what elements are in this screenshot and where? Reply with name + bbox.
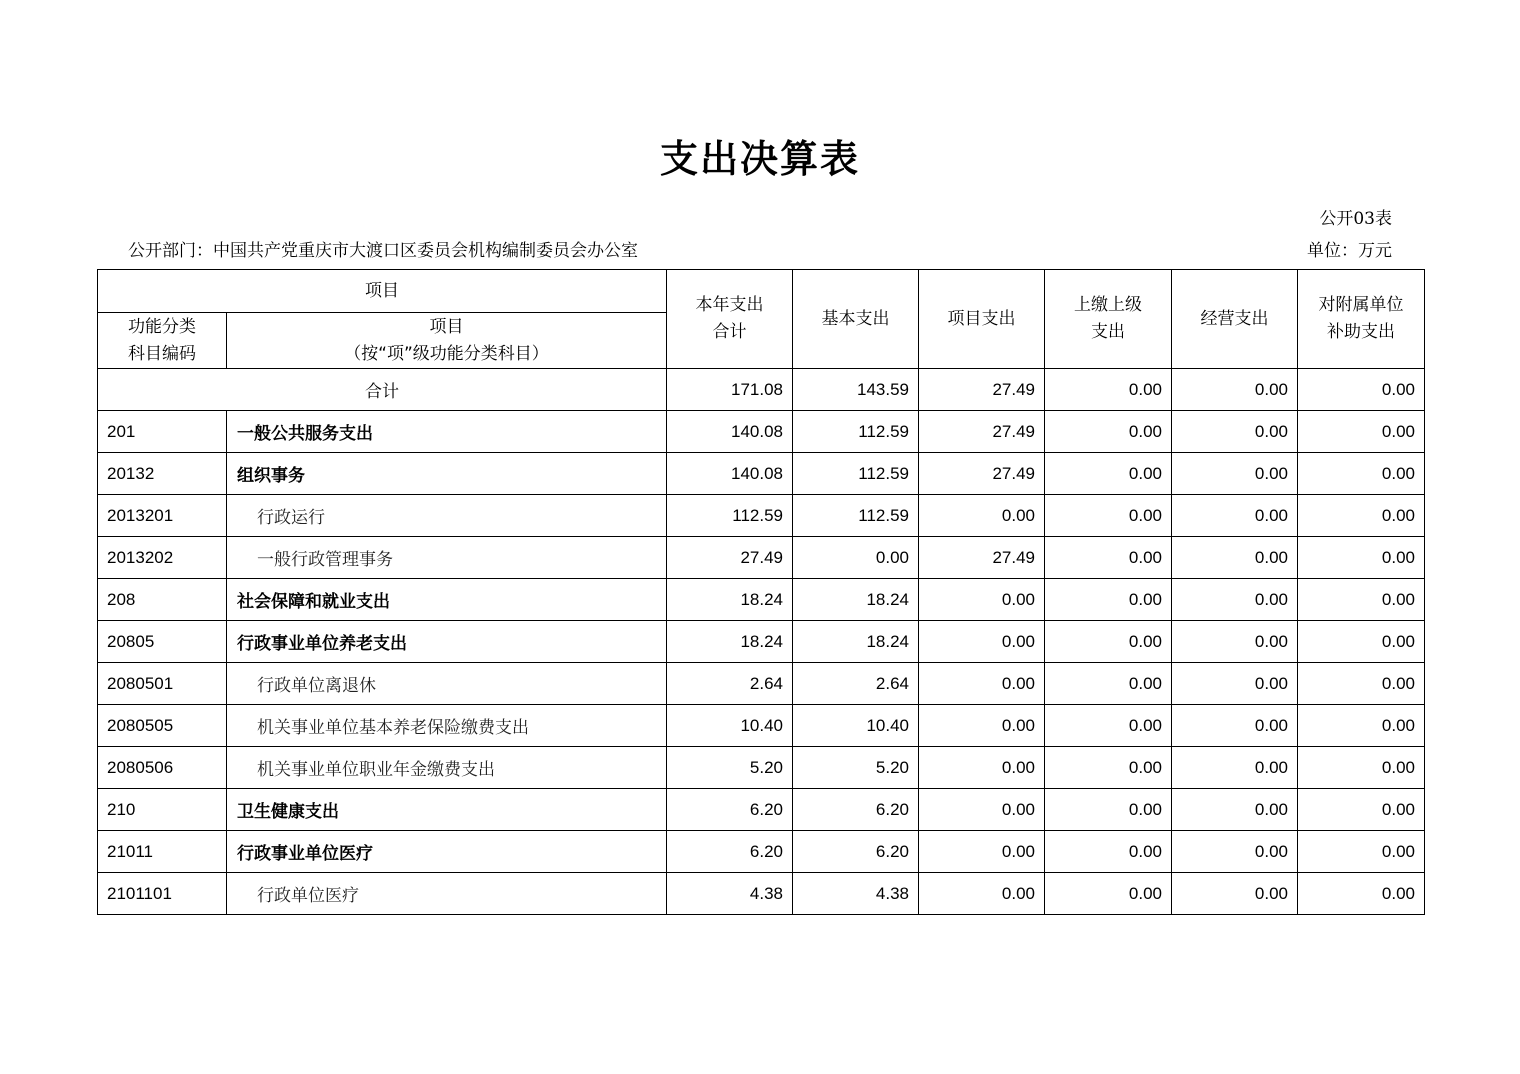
- amount-cell: 0.00: [919, 831, 1045, 873]
- amount-cell: 6.20: [667, 831, 793, 873]
- function-code-cell: 2080505: [98, 705, 227, 747]
- amount-cell: 0.00: [1172, 537, 1298, 579]
- amount-cell: 0.00: [1298, 453, 1425, 495]
- amount-cell: 0.00: [1172, 621, 1298, 663]
- page-title: 支出决算表: [659, 137, 860, 181]
- amount-cell: 0.00: [793, 537, 919, 579]
- function-code-cell: 2013201: [98, 495, 227, 537]
- amount-cell: 140.08: [667, 453, 793, 495]
- expenditure-table: [97, 269, 1425, 915]
- amount-cell: 112.59: [793, 411, 919, 453]
- item-name-header: 项目 （按“项”级功能分类科目）: [227, 313, 667, 369]
- table-row: [98, 873, 1425, 915]
- amount-cell: 0.00: [1172, 495, 1298, 537]
- amount-cell: 0.00: [919, 705, 1045, 747]
- amount-cell: 0.00: [1298, 537, 1425, 579]
- amount-cell: 0.00: [1045, 873, 1172, 915]
- amount-cell: 5.20: [667, 747, 793, 789]
- total-value: 0.00: [1172, 369, 1298, 411]
- function-code-cell: 208: [98, 579, 227, 621]
- amount-cell: 27.49: [919, 537, 1045, 579]
- item-name-cell: 卫生健康支出: [227, 789, 667, 831]
- amount-cell: 18.24: [793, 579, 919, 621]
- table-row: [98, 579, 1425, 621]
- table-row: [98, 495, 1425, 537]
- project-expense-header: 项目支出: [919, 270, 1045, 369]
- amount-cell: 0.00: [1298, 579, 1425, 621]
- amount-cell: 27.49: [919, 411, 1045, 453]
- amount-cell: 0.00: [919, 663, 1045, 705]
- amount-cell: 0.00: [1172, 705, 1298, 747]
- amount-cell: 0.00: [919, 873, 1045, 915]
- amount-cell: 6.20: [793, 789, 919, 831]
- function-code-cell: 20132: [98, 453, 227, 495]
- amount-cell: 0.00: [1298, 789, 1425, 831]
- amount-cell: 0.00: [1172, 663, 1298, 705]
- table-row: [98, 831, 1425, 873]
- subsidy-expense-header: 对附属单位 补助支出: [1298, 270, 1425, 369]
- amount-cell: 0.00: [1045, 663, 1172, 705]
- department-label: 公开部门：中国共产党重庆市大渡口区委员会机构编制委员会办公室: [128, 241, 638, 261]
- total-value: 0.00: [1298, 369, 1425, 411]
- amount-cell: 0.00: [1172, 579, 1298, 621]
- amount-cell: 2.64: [667, 663, 793, 705]
- total-value: 171.08: [667, 369, 793, 411]
- amount-cell: 0.00: [919, 747, 1045, 789]
- amount-cell: 6.20: [667, 789, 793, 831]
- table-row: [98, 453, 1425, 495]
- item-name-cell: 行政单位医疗: [227, 873, 667, 915]
- amount-cell: 27.49: [667, 537, 793, 579]
- form-number: 公开03表: [1319, 209, 1392, 229]
- amount-cell: 0.00: [1045, 705, 1172, 747]
- item-name-cell: 组织事务: [227, 453, 667, 495]
- amount-cell: 10.40: [793, 705, 919, 747]
- total-label: 合计: [98, 369, 667, 411]
- amount-cell: 112.59: [793, 495, 919, 537]
- amount-cell: 4.38: [793, 873, 919, 915]
- amount-cell: 0.00: [1045, 537, 1172, 579]
- total-value: 0.00: [1045, 369, 1172, 411]
- amount-cell: 0.00: [1172, 453, 1298, 495]
- amount-cell: 6.20: [793, 831, 919, 873]
- amount-cell: 0.00: [1172, 789, 1298, 831]
- function-code-cell: 2013202: [98, 537, 227, 579]
- amount-cell: 0.00: [1298, 495, 1425, 537]
- item-name-cell: 行政事业单位养老支出: [227, 621, 667, 663]
- table-row: [98, 411, 1425, 453]
- amount-cell: 0.00: [919, 621, 1045, 663]
- amount-cell: 0.00: [1045, 621, 1172, 663]
- function-code-cell: 21011: [98, 831, 227, 873]
- amount-cell: 10.40: [667, 705, 793, 747]
- amount-cell: 0.00: [1298, 663, 1425, 705]
- amount-cell: 18.24: [667, 621, 793, 663]
- amount-cell: 0.00: [919, 579, 1045, 621]
- total-row: [98, 369, 1425, 411]
- function-code-cell: 2101101: [98, 873, 227, 915]
- total-value: 27.49: [919, 369, 1045, 411]
- amount-cell: 112.59: [793, 453, 919, 495]
- amount-cell: 0.00: [1172, 873, 1298, 915]
- amount-cell: 0.00: [1298, 411, 1425, 453]
- amount-cell: 0.00: [1045, 747, 1172, 789]
- amount-cell: 0.00: [1045, 453, 1172, 495]
- function-code-cell: 2080501: [98, 663, 227, 705]
- item-name-cell: 机关事业单位职业年金缴费支出: [227, 747, 667, 789]
- amount-cell: 0.00: [1298, 621, 1425, 663]
- table-row: [98, 789, 1425, 831]
- function-code-cell: 20805: [98, 621, 227, 663]
- amount-cell: 18.24: [793, 621, 919, 663]
- amount-cell: 18.24: [667, 579, 793, 621]
- table-row: [98, 747, 1425, 789]
- amount-cell: 0.00: [1045, 411, 1172, 453]
- amount-cell: 0.00: [919, 495, 1045, 537]
- amount-cell: 2.64: [793, 663, 919, 705]
- function-code-cell: 210: [98, 789, 227, 831]
- amount-cell: 0.00: [919, 789, 1045, 831]
- function-code-cell: 201: [98, 411, 227, 453]
- item-name-cell: 行政运行: [227, 495, 667, 537]
- amount-cell: 0.00: [1045, 579, 1172, 621]
- item-name-cell: 一般公共服务支出: [227, 411, 667, 453]
- amount-cell: 0.00: [1045, 495, 1172, 537]
- project-group-header: 项目: [98, 270, 667, 313]
- amount-cell: 0.00: [1298, 873, 1425, 915]
- amount-cell: 0.00: [1172, 831, 1298, 873]
- amount-cell: 112.59: [667, 495, 793, 537]
- table-row: [98, 621, 1425, 663]
- unit-label: 单位：万元: [1307, 241, 1392, 261]
- table-row: [98, 705, 1425, 747]
- function-code-cell: 2080506: [98, 747, 227, 789]
- item-name-cell: 行政事业单位医疗: [227, 831, 667, 873]
- function-code-header: 功能分类 科目编码: [98, 313, 227, 369]
- amount-cell: 0.00: [1298, 831, 1425, 873]
- total-value: 143.59: [793, 369, 919, 411]
- table-row: [98, 663, 1425, 705]
- item-name-cell: 行政单位离退休: [227, 663, 667, 705]
- amount-cell: 0.00: [1172, 747, 1298, 789]
- table-row: [98, 537, 1425, 579]
- amount-cell: 140.08: [667, 411, 793, 453]
- item-name-cell: 机关事业单位基本养老保险缴费支出: [227, 705, 667, 747]
- amount-cell: 27.49: [919, 453, 1045, 495]
- amount-cell: 0.00: [1045, 789, 1172, 831]
- business-expense-header: 经营支出: [1172, 270, 1298, 369]
- item-name-cell: 一般行政管理事务: [227, 537, 667, 579]
- basic-expense-header: 基本支出: [793, 270, 919, 369]
- amount-cell: 0.00: [1298, 747, 1425, 789]
- amount-cell: 5.20: [793, 747, 919, 789]
- amount-cell: 0.00: [1298, 705, 1425, 747]
- upper-remit-header: 上缴上级 支出: [1045, 270, 1172, 369]
- total-expense-header: 本年支出 合计: [667, 270, 793, 369]
- item-name-cell: 社会保障和就业支出: [227, 579, 667, 621]
- amount-cell: 4.38: [667, 873, 793, 915]
- amount-cell: 0.00: [1045, 831, 1172, 873]
- amount-cell: 0.00: [1172, 411, 1298, 453]
